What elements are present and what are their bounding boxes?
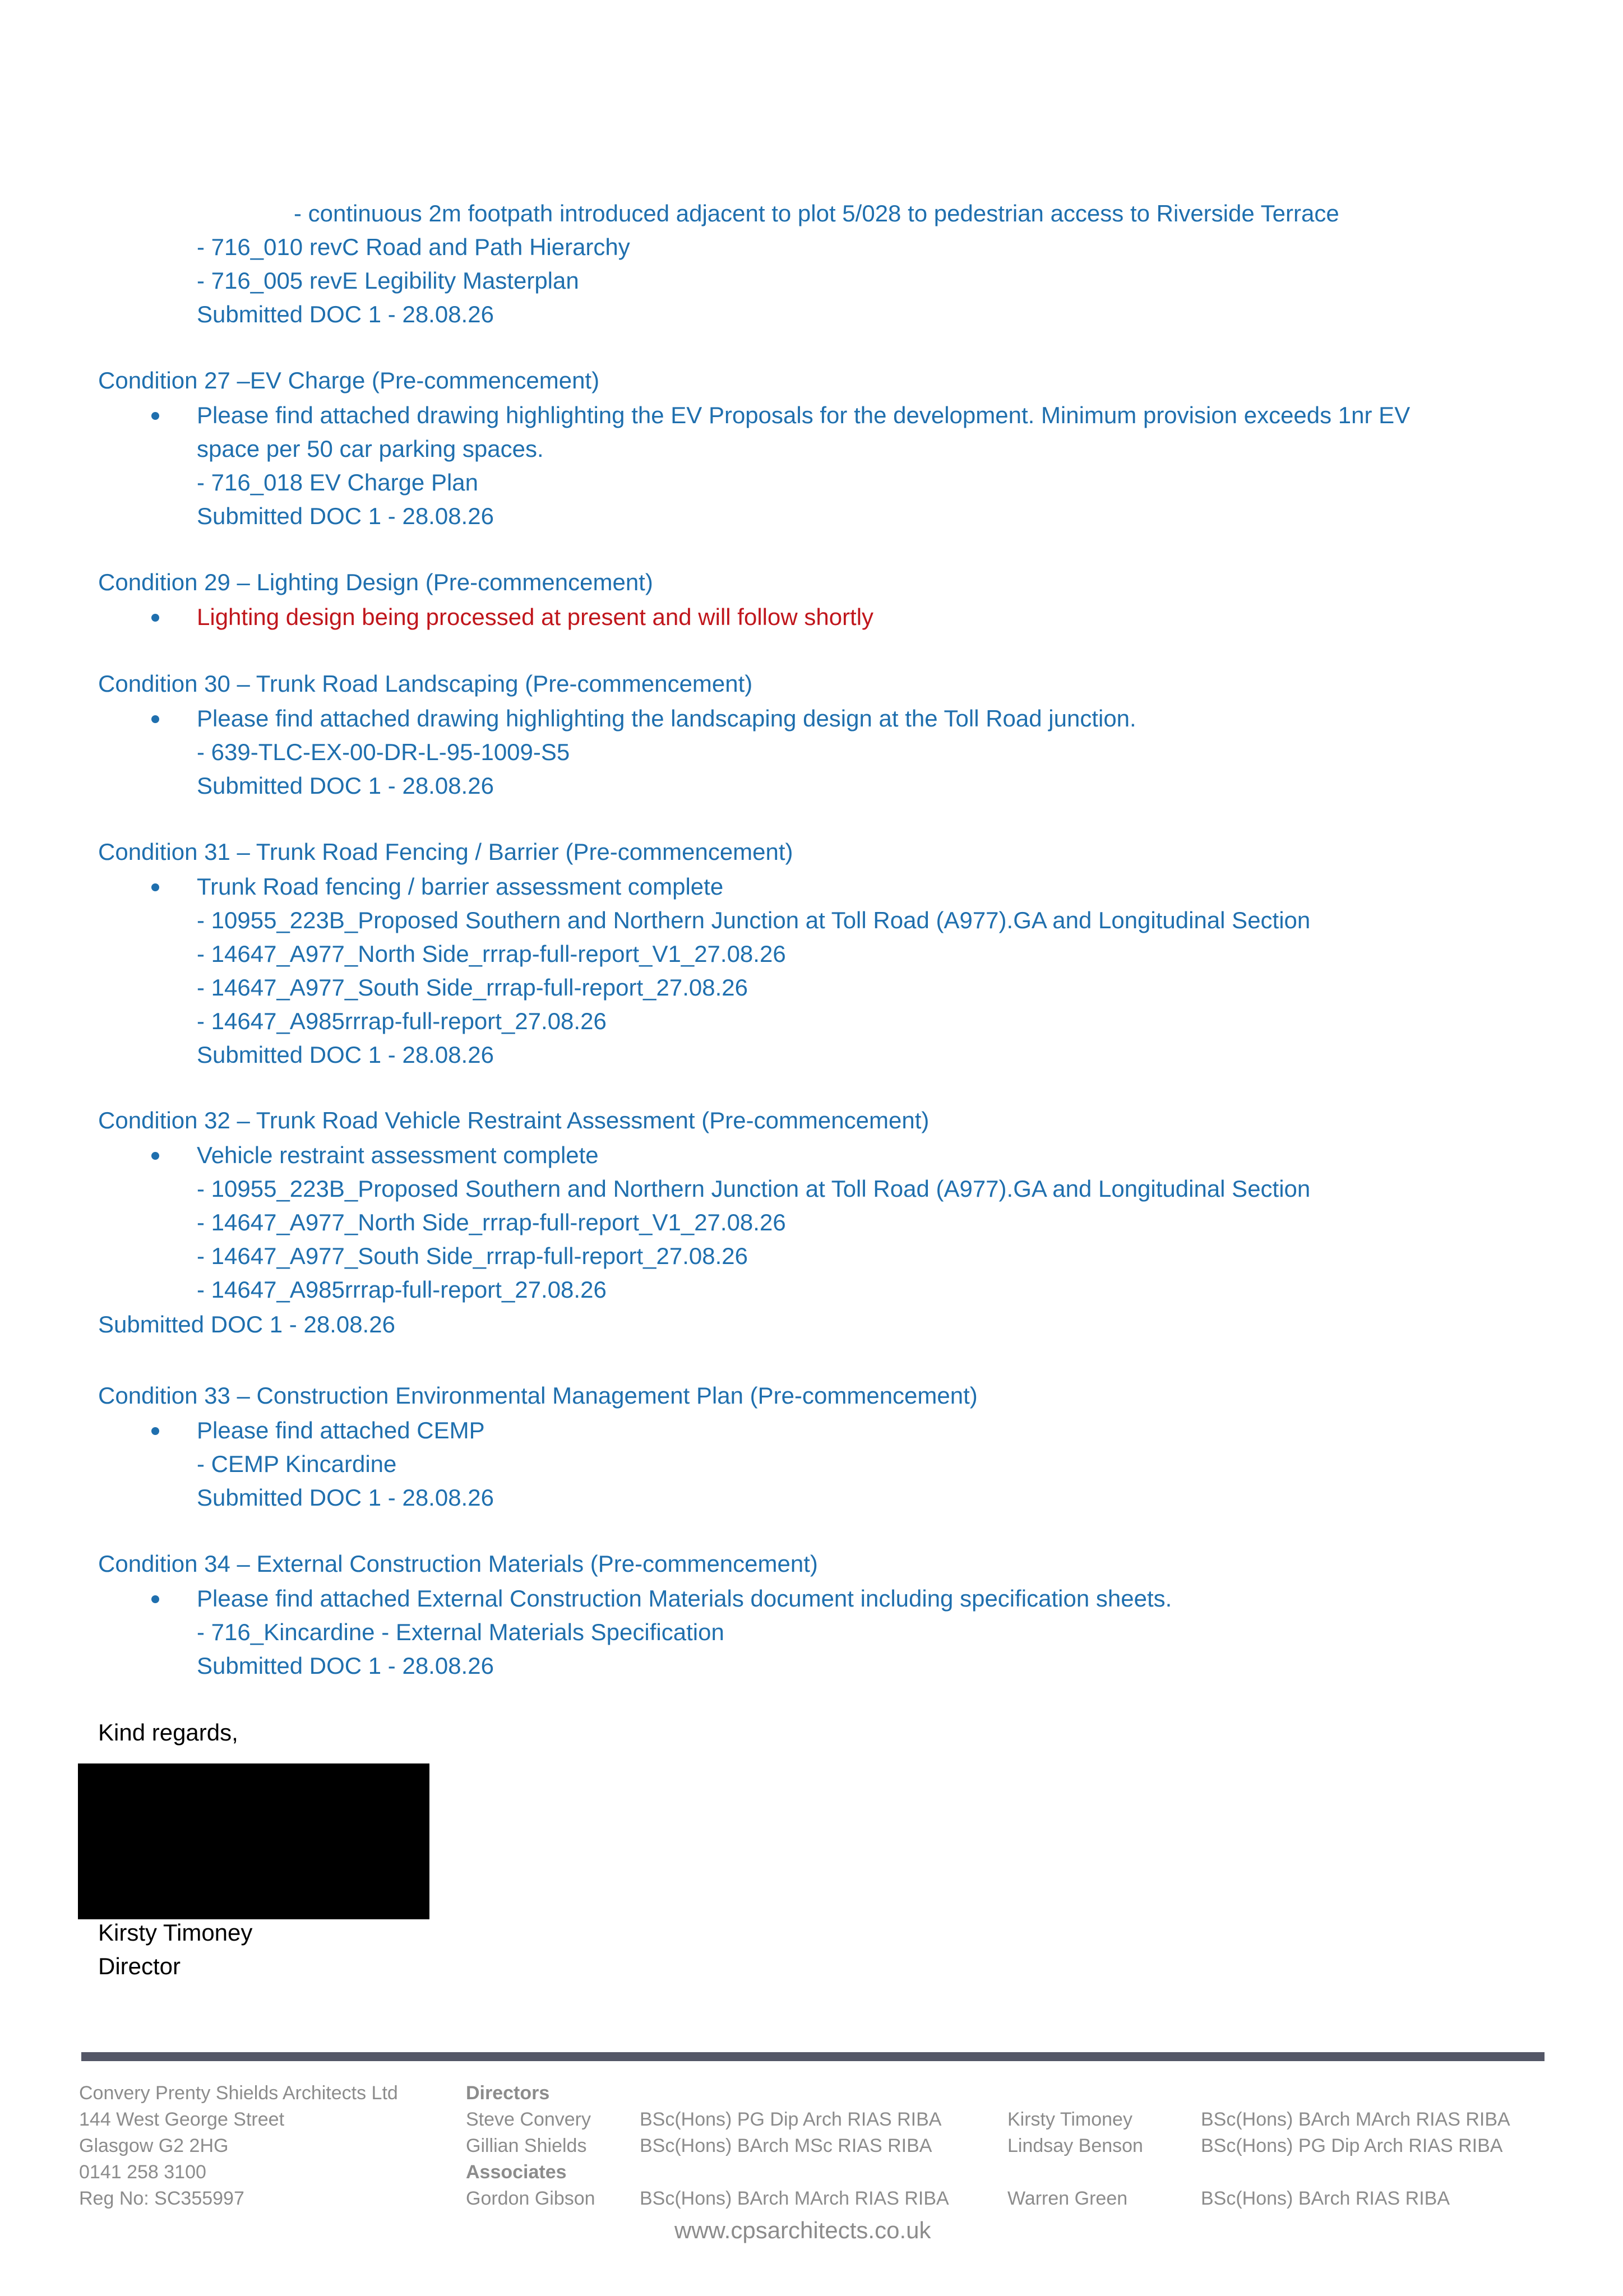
footer-website-link[interactable]: www.cpsarchitects.co.uk <box>674 2217 931 2243</box>
condition-heading: Condition 32 – Trunk Road Vehicle Restraint Assessment (Pre-commencement) <box>98 1107 930 1133</box>
footer-person-name: Gillian Shields <box>466 2135 587 2156</box>
condition-bullet-text: Lighting design being processed at present and will follow shortly <box>197 604 874 630</box>
footer-directors-label: Directors <box>466 2082 550 2104</box>
bullet-icon <box>151 883 159 891</box>
condition-item: - 14647_A977_South Side_rrrap-full-report_27.08.26 <box>197 974 748 1001</box>
footer-person-quals: BSc(Hons) BArch RIAS RIBA <box>1201 2188 1450 2209</box>
footer-company-line: Reg No: SC355997 <box>79 2188 244 2209</box>
footer-person-quals: BSc(Hons) PG Dip Arch RIAS RIBA <box>1201 2135 1503 2156</box>
bullet-icon <box>151 412 159 420</box>
condition-bullet-text: Please find attached drawing highlighting the EV Proposals for the development. Minimum provision exceeds 1nr EV <box>197 402 1411 428</box>
condition-submitted: Submitted DOC 1 - 28.08.26 <box>98 1311 395 1337</box>
condition-heading: Condition 27 –EV Charge (Pre-commencement) <box>98 367 600 394</box>
footer-divider <box>81 2052 1545 2061</box>
condition-submitted: Submitted DOC 1 - 28.08.26 <box>197 503 494 529</box>
footer-person-name: Kirsty Timoney <box>1007 2109 1132 2130</box>
condition-heading: Condition 33 – Construction Environmental Management Plan (Pre-commencement) <box>98 1382 978 1409</box>
condition-submitted: Submitted DOC 1 - 28.08.26 <box>197 1484 494 1511</box>
condition-submitted: Submitted DOC 1 - 28.08.26 <box>197 1041 494 1068</box>
condition-item: - 14647_A977_South Side_rrrap-full-report_27.08.26 <box>197 1243 748 1269</box>
condition-item: - 10955_223B_Proposed Southern and Northern Junction at Toll Road (A977).GA and Longitudinal Section <box>197 1175 1311 1202</box>
footer-person-quals: BSc(Hons) BArch MArch RIAS RIBA <box>640 2188 949 2209</box>
bullet-icon <box>151 1152 159 1160</box>
bullet-icon <box>151 1427 159 1435</box>
redacted-signature <box>78 1763 429 1919</box>
sign-off-regards: Kind regards, <box>98 1719 238 1746</box>
condition-bullet-text: space per 50 car parking spaces. <box>197 436 544 462</box>
condition-submitted: Submitted DOC 1 - 28.08.26 <box>197 1652 494 1679</box>
condition-bullet-text: Please find attached External Construction Materials document including specification sheets. <box>197 1585 1172 1612</box>
intro-item: - 716_010 revC Road and Path Hierarchy <box>197 234 630 260</box>
condition-item: - 716_018 EV Charge Plan <box>197 469 479 496</box>
condition-item: - 14647_A985rrrap-full-report_27.08.26 <box>197 1276 607 1303</box>
footer-person-name: Steve Convery <box>466 2109 591 2130</box>
condition-heading: Condition 34 – External Construction Materials (Pre-commencement) <box>98 1550 818 1577</box>
condition-item: - 716_Kincardine - External Materials Specification <box>197 1619 724 1645</box>
condition-heading: Condition 29 – Lighting Design (Pre-commencement) <box>98 569 653 595</box>
footer-associates-label: Associates <box>466 2161 567 2183</box>
intro-submitted: Submitted DOC 1 - 28.08.26 <box>197 301 494 327</box>
footer-person-name: Gordon Gibson <box>466 2188 595 2209</box>
condition-bullet-text: Please find attached CEMP <box>197 1417 485 1443</box>
condition-item: - 639-TLC-EX-00-DR-L-95-1009-S5 <box>197 739 570 765</box>
condition-heading: Condition 31 – Trunk Road Fencing / Barrier (Pre-commencement) <box>98 839 793 865</box>
intro-item: - 716_005 revE Legibility Masterplan <box>197 267 579 294</box>
bullet-icon <box>151 1595 159 1603</box>
footer-person-name: Warren Green <box>1007 2188 1128 2209</box>
footer-company-line: Convery Prenty Shields Architects Ltd <box>79 2082 398 2104</box>
footer-person-name: Lindsay Benson <box>1007 2135 1143 2156</box>
footer-person-quals: BSc(Hons) BArch MArch RIAS RIBA <box>1201 2109 1510 2130</box>
intro-sub-bullet: - continuous 2m footpath introduced adjacent to plot 5/028 to pedestrian access to Riverside Terrace <box>294 200 1339 226</box>
footer-person-quals: BSc(Hons) PG Dip Arch RIAS RIBA <box>640 2109 942 2130</box>
sign-off-role: Director <box>98 1953 181 1979</box>
condition-item: - 14647_A985rrrap-full-report_27.08.26 <box>197 1008 607 1034</box>
sign-off-name: Kirsty Timoney <box>98 1919 253 1946</box>
bullet-icon <box>151 614 159 622</box>
condition-item: - 14647_A977_North Side_rrrap-full-report_V1_27.08.26 <box>197 941 786 967</box>
condition-item: - 10955_223B_Proposed Southern and Northern Junction at Toll Road (A977).GA and Longitudinal Section <box>197 907 1311 933</box>
condition-heading: Condition 30 – Trunk Road Landscaping (Pre-commencement) <box>98 670 753 697</box>
condition-bullet-text: Vehicle restraint assessment complete <box>197 1142 599 1168</box>
condition-bullet-text: Please find attached drawing highlighting the landscaping design at the Toll Road junction. <box>197 705 1136 732</box>
bullet-icon <box>151 715 159 723</box>
condition-item: - CEMP Kincardine <box>197 1451 397 1477</box>
condition-bullet-text: Trunk Road fencing / barrier assessment complete <box>197 873 724 900</box>
footer-company-line: 0141 258 3100 <box>79 2161 206 2183</box>
condition-submitted: Submitted DOC 1 - 28.08.26 <box>197 772 494 799</box>
footer-person-quals: BSc(Hons) BArch MSc RIAS RIBA <box>640 2135 932 2156</box>
footer-company-line: 144 West George Street <box>79 2109 285 2130</box>
footer-company-line: Glasgow G2 2HG <box>79 2135 229 2156</box>
condition-item: - 14647_A977_North Side_rrrap-full-report_V1_27.08.26 <box>197 1209 786 1235</box>
